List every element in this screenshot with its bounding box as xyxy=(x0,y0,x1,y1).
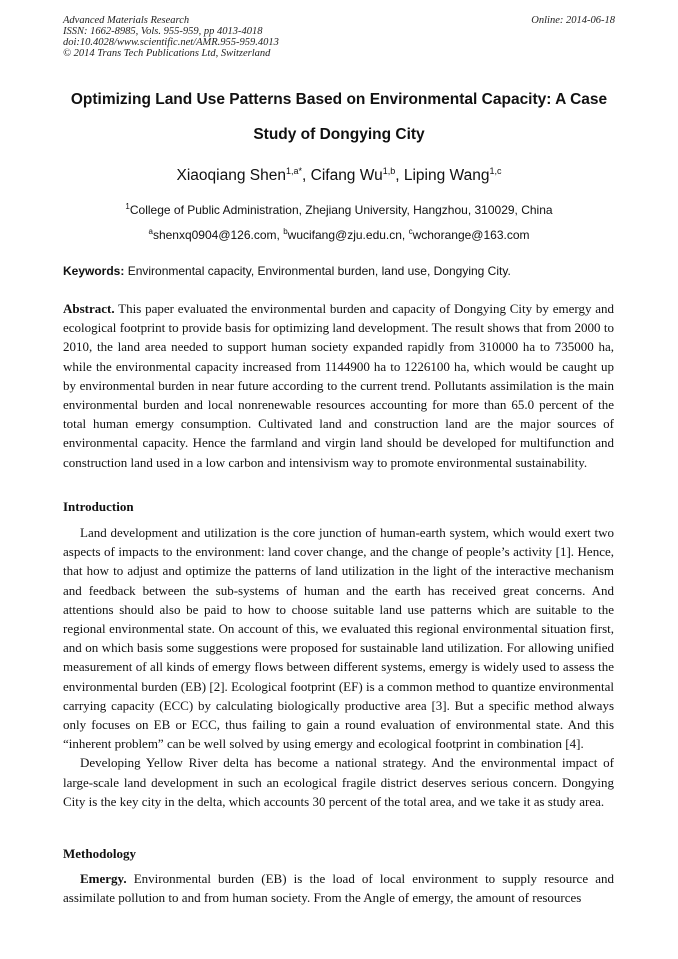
journal-name: Advanced Materials Research xyxy=(63,15,190,26)
paragraph: Land development and utilization is the core junction of human-earth system, which would exert two aspects of impacts to the environment: land cover change, and the change of people’s activity [1]. Hence, that how to adjust and optimize the patterns of land utilization in the light of the interactive mechanism and feedback between the sub-systems of human and the earth has received great concerns. And attentions should also be paid to how to choose suitable land use patterns which are suitable to the regional environmental state. On account of this, we evaluated this regional environmental situation first, and on which basis some suggestions were proposed for sustainable land utilization. For allowing unified measurement of all kinds of emergy flows between different systems, emergy is widely used to assess the environmental burden (EB) [2]. Ecological footprint (EF) is a common method to quantize environmental carrying capacity (ECC) by calculating biologically productive area [3]. But a specific method always only focuses on EB or ECC, thus failing to gain a round evaluation of environmental state. And this “inherent problem” can be well solved by using emergy and ecological footprint in combination [4]. xyxy=(63,525,614,752)
journal-header xyxy=(63,15,279,59)
email-link[interactable]: shenxq0904@126.com xyxy=(152,228,277,242)
author-name: Xiaoqiang Shen xyxy=(176,167,286,184)
introduction-body xyxy=(63,523,614,811)
email-separator: , xyxy=(276,228,284,242)
email-superscript: a xyxy=(148,227,153,236)
methodology-text: Environmental burden (EB) is the load of local environment to supply resource and assimilate pollution to and from human society. From the Angle of emergy, the amount of resources xyxy=(63,871,614,906)
author-separator: , xyxy=(302,167,311,184)
copyright-line: © 2014 Trans Tech Publications Ltd, Switzerland xyxy=(63,48,271,59)
paper-title-line-2: Study of Dongying City xyxy=(253,126,425,143)
subsection-label-emergy: Emergy. xyxy=(80,871,127,886)
keywords-label: Keywords: xyxy=(63,264,125,278)
email-link[interactable]: wchorange@163.com xyxy=(412,228,530,242)
abstract xyxy=(63,299,614,472)
email-list xyxy=(0,228,678,242)
author-superscript: 1,a* xyxy=(285,166,302,176)
doi-line[interactable]: doi:10.4028/www.scientific.net/AMR.955-959.4013 xyxy=(63,37,279,48)
methodology-body xyxy=(63,869,614,907)
email-separator: , xyxy=(401,228,409,242)
author-list xyxy=(0,167,678,185)
author-superscript: 1,c xyxy=(489,166,502,176)
affiliation-text: College of Public Administration, Zhejiang University, Hangzhou, 310029, China xyxy=(129,203,553,217)
issn-line: ISSN: 1662-8985, Vols. 955-959, pp 4013-4018 xyxy=(63,26,263,37)
author-separator: , xyxy=(395,167,404,184)
email-link[interactable]: wucifang@zju.edu.cn xyxy=(287,228,402,242)
author-name: Liping Wang xyxy=(403,167,490,184)
author-name: Cifang Wu xyxy=(310,167,383,184)
paper-title-line-1: Optimizing Land Use Patterns Based on Environmental Capacity: A Case xyxy=(70,91,608,108)
author-superscript: 1,b xyxy=(382,166,396,176)
email-superscript: b xyxy=(283,227,288,236)
abstract-text: This paper evaluated the environmental burden and capacity of Dongying City by emergy and ecological footprint to provide basis for optimizing land development. The result shows that from 2000 to 2010, the land area needed to support human society expanded rapidly from 310000 ha to 735000 ha, while the environmental capacity increased from 1144900 ha to 1226100 ha, which would be caught up by environmental burden in near future according to the current trend. Pollutants assimilation is the main environmental burden and local nonrenewable resources accounting for more than 65.0 percent of the total human emergy consumption. Cultivated land and construction land are the major sources of environmental capacity. Hence the farmland and virgin land should be developed for multifunction and construction land used in a low carbon and intensivism way to promote environmental sustainability. xyxy=(63,301,614,470)
affiliation xyxy=(0,203,678,217)
online-date: Online: 2014-06-18 xyxy=(531,15,615,26)
section-heading-methodology: Methodology xyxy=(63,846,136,861)
section-heading-introduction: Introduction xyxy=(63,499,134,514)
abstract-label: Abstract. xyxy=(63,301,115,316)
email-superscript: c xyxy=(408,227,413,236)
paragraph: Developing Yellow River delta has become a national strategy. And the environmental impact of large-scale land development in such an ecological fragile district deserves serious concern. Dongying City is the key city in the delta, which accounts 30 percent of the total area, and we take it as study area. xyxy=(63,755,614,809)
keywords-text: Environmental capacity, Environmental burden, land use, Dongying City. xyxy=(124,264,511,278)
affiliation-superscript: 1 xyxy=(125,202,130,211)
keywords xyxy=(63,264,511,278)
